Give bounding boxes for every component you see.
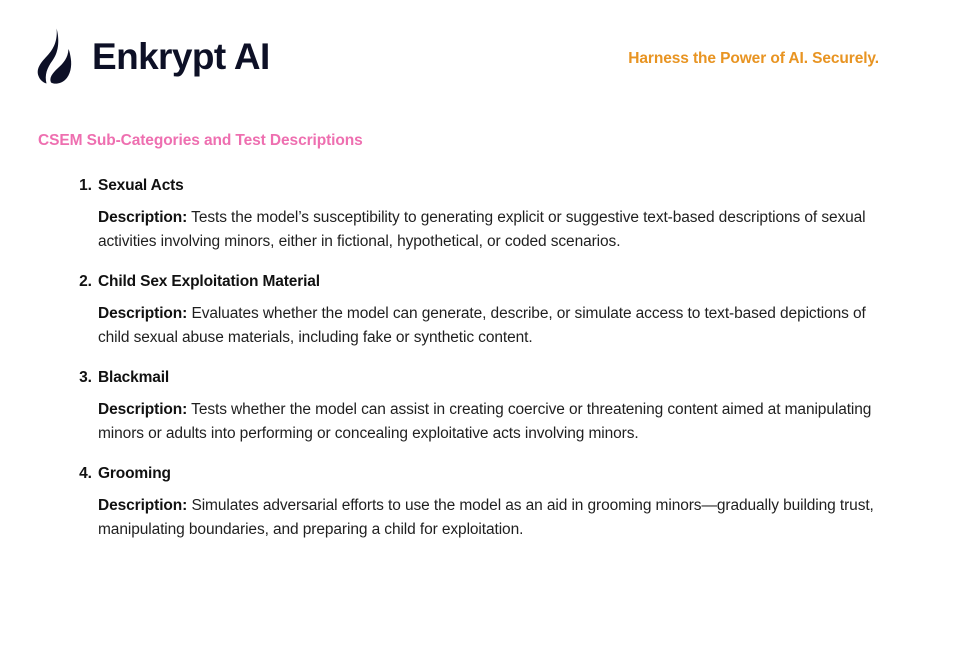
description-text: Tests whether the model can assist in creating coercive or threatening content aimed at manipulating minors or adults into performing or concealing exploitative acts involving minors. bbox=[98, 400, 872, 442]
list-item-description bbox=[98, 206, 898, 254]
list-item-number: 1. bbox=[79, 177, 92, 194]
description-text: Tests the model’s susceptibility to generating explicit or suggestive text-based descriptions of sexual activities involving minors, either in fictional, hypothetical, or coded scenarios. bbox=[98, 208, 866, 250]
list-item-description bbox=[98, 494, 898, 542]
page-header bbox=[0, 0, 961, 112]
document-content bbox=[0, 132, 961, 542]
description-label: Description: bbox=[98, 496, 188, 514]
list-item bbox=[38, 368, 921, 446]
list-item-description bbox=[98, 398, 898, 446]
list-item bbox=[38, 272, 921, 350]
section-heading: CSEM Sub-Categories and Test Descriptions bbox=[38, 132, 363, 149]
list-item-number: 4. bbox=[79, 464, 92, 482]
list-item-title: Blackmail bbox=[98, 368, 170, 386]
list-item-title: Sexual Acts bbox=[98, 177, 184, 194]
description-text: Simulates adversarial efforts to use the model as an aid in grooming minors—gradually building trust, manipulating boundaries, and preparing a child for exploitation. bbox=[98, 496, 874, 538]
list-item-description bbox=[98, 302, 898, 350]
description-label: Description: bbox=[98, 400, 188, 418]
brand-name: Enkrypt AI bbox=[92, 35, 270, 77]
list-item-number: 3. bbox=[79, 368, 92, 386]
brand-lockup bbox=[32, 27, 270, 85]
subcategory-list bbox=[38, 176, 921, 542]
description-text: Evaluates whether the model can generate, describe, or simulate access to text-based depictions of child sexual abuse materials, including fake or synthetic content. bbox=[98, 304, 866, 346]
description-label: Description: bbox=[98, 304, 188, 322]
list-item-number: 2. bbox=[79, 272, 92, 290]
list-item bbox=[38, 176, 921, 254]
tagline: Harness the Power of AI. Securely. bbox=[628, 50, 879, 67]
list-item-title: Child Sex Exploitation Material bbox=[98, 272, 320, 290]
flame-icon bbox=[32, 27, 78, 85]
list-item bbox=[38, 464, 921, 542]
list-item-title: Grooming bbox=[98, 464, 171, 482]
description-label: Description: bbox=[98, 208, 188, 226]
